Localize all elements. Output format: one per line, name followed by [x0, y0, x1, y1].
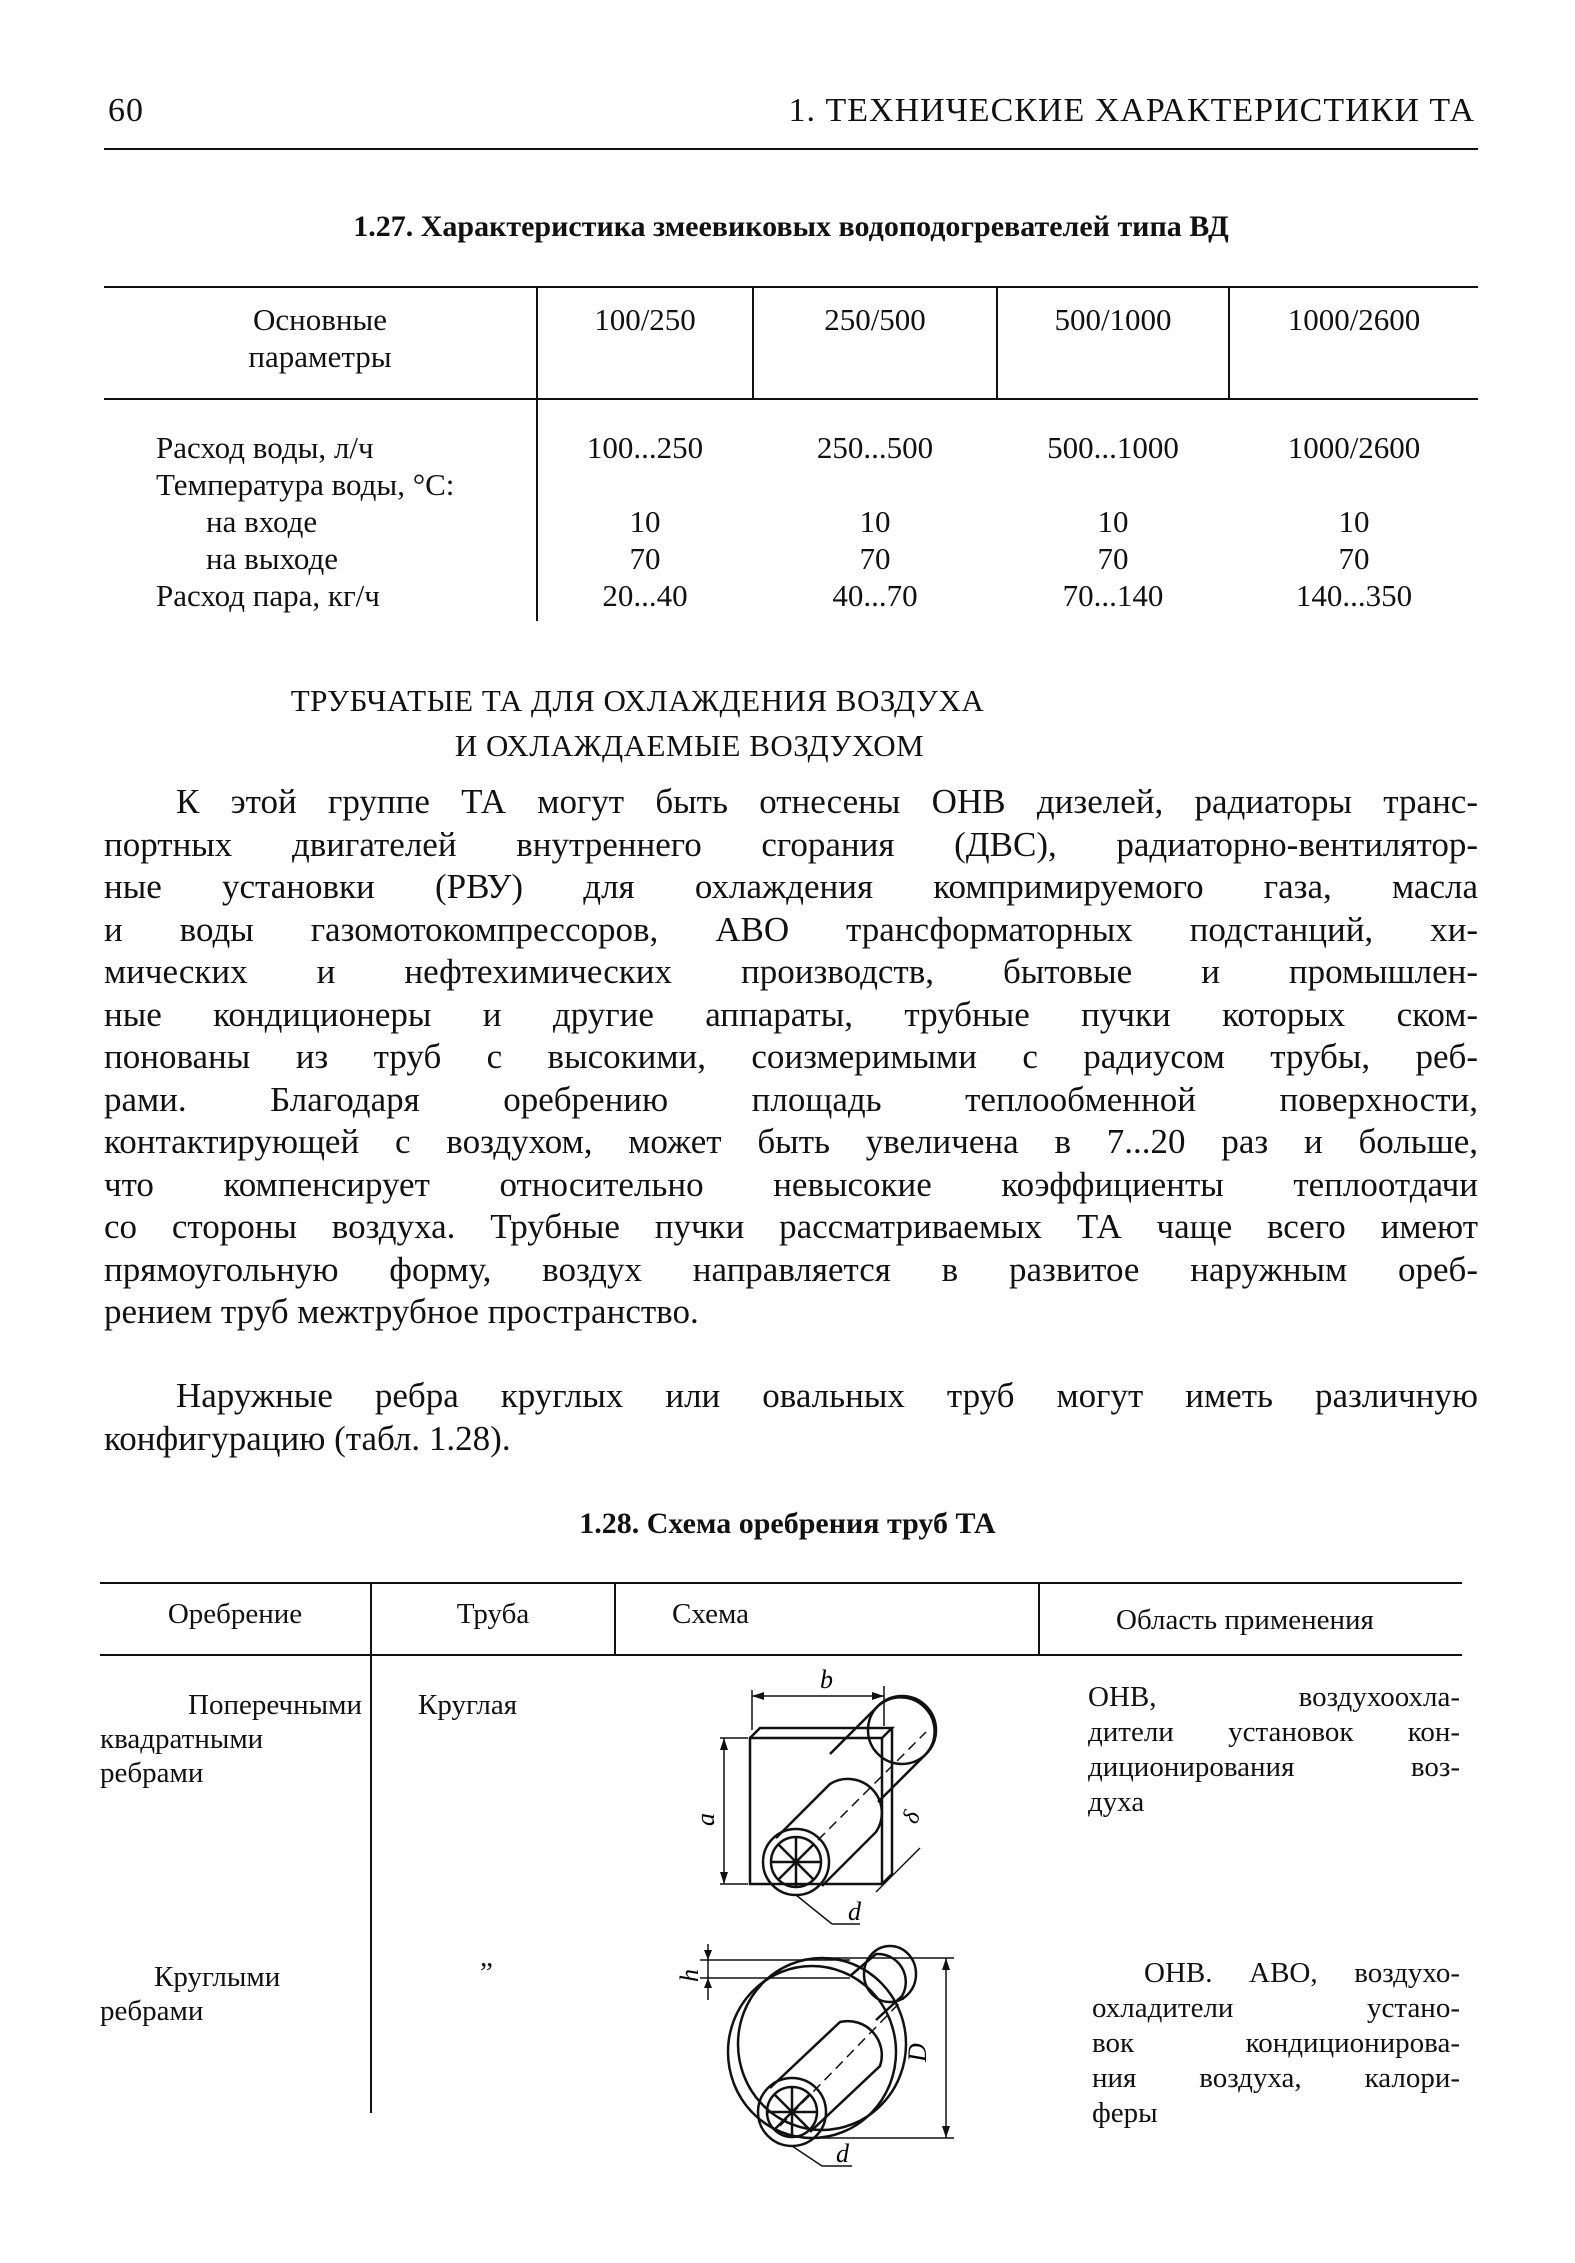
table-127-cell: 70: [1097, 541, 1129, 576]
table-128-tube: Круглая: [418, 1689, 518, 1721]
table-127-cell: 500...1000: [1047, 430, 1179, 465]
table-127-cell: 70...140: [1062, 578, 1164, 613]
text-line: рами. Благодаря оребрению площадь теплообменной поверхности,: [104, 1079, 1478, 1119]
text-line: Наружные ребра круглых или овальных труб могут иметь различную: [176, 1376, 1478, 1415]
table-128-caption: 1.28. Схема оребрения труб ТА: [579, 1507, 996, 1540]
text-line: что компенсирует относительно невысокие коэффициенты теплоотдачи: [104, 1164, 1478, 1204]
table-128-header-rule: [100, 1654, 1462, 1656]
table-127-cell: 10: [859, 504, 891, 539]
body-paragraph-2: [104, 1375, 1478, 1460]
running-title: 1. ТЕХНИЧЕСКИЕ ХАРАКТЕРИСТИКИ ТА: [788, 92, 1475, 129]
table-127-cell: 40...70: [832, 578, 918, 613]
text-line: рением труб межтрубное пространство.: [104, 1292, 699, 1331]
dimension-a-label: a: [691, 1813, 720, 1826]
text-line: со стороны воздуха. Трубные пучки рассматриваемых ТА чаще всего имеют: [104, 1207, 1478, 1246]
table-128-fin-type: Круглыми ребрами: [100, 1961, 281, 2027]
table-128-col-sep-3: [1038, 1583, 1040, 1655]
table-127-col-header: 500/1000: [1054, 302, 1172, 337]
table-127-header-param: Основные параметры: [248, 302, 392, 374]
text-line: понованы из труб с высокими, соизмеримыми с радиусом трубы, реб-: [104, 1037, 1478, 1076]
table-127-cell: 1000/2600: [1287, 430, 1421, 465]
table-127-cell: 100...250: [586, 430, 704, 465]
text-line: контактирующей с воздухом, может быть увеличена в 7...20 раз и больше,: [104, 1122, 1478, 1161]
table-128-fin-type: Поперечными квадратными ребрами: [100, 1689, 362, 1789]
table-128-application: ОНВ. АВО, воздухо- охладители устано- вок кондиционирова- ния воздуха, калори- феры: [1092, 1957, 1460, 2129]
table-128-header: Схема: [672, 1598, 750, 1630]
table-128-application: ОНВ, воздухоохла- дители установок кон- диционирования воз- духа: [1088, 1681, 1460, 1818]
table-127-cell: 10: [1338, 504, 1370, 539]
table-127-row-label: Расход воды, л/ч: [156, 430, 374, 465]
text-line: К этой группе ТА могут быть отнесены ОНВ дизелей, радиаторы транс-: [176, 782, 1478, 821]
table-127-row-label: на выходе: [206, 541, 339, 576]
body-paragraph-1: [104, 781, 1478, 1334]
table-128-col-sep-1: [370, 1583, 372, 2113]
table-127-cell: 20...40: [602, 578, 688, 613]
table-127-top-rule: [104, 286, 1478, 288]
dimension-delta-label: δ: [897, 1807, 927, 1827]
table-128-tube: ”: [480, 1957, 493, 1989]
table-127-cell: 140...350: [1295, 578, 1413, 613]
text-line: мических и нефтехимических производств, бытовые и промышлен-: [104, 952, 1478, 991]
table-127-col-header: 100/250: [594, 302, 696, 337]
dimension-b-label: b: [820, 1665, 833, 1694]
dimension-d-label: d: [848, 1897, 861, 1926]
header-rule: [104, 148, 1478, 150]
text-line: конфигурацию (табл. 1.28).: [104, 1418, 511, 1458]
dimension-D-label: D: [903, 2043, 932, 2062]
table-128-top-rule: [100, 1582, 1462, 1584]
section-title-line-1: ТРУБЧАТЫЕ ТА ДЛЯ ОХЛАЖДЕНИЯ ВОЗДУХА: [290, 683, 985, 718]
table-128-col-sep-2: [614, 1583, 616, 1655]
text-line: ные кондиционеры и другие аппараты, трубные пучки которых ском-: [104, 994, 1478, 1034]
text-line: и воды газомотокомпрессоров, АВО трансформаторных подстанций, хи-: [104, 909, 1478, 949]
table-128-header: Оребрение: [167, 1598, 303, 1630]
table-127-cell: 10: [1097, 504, 1129, 539]
text-line: портных двигателей внутреннего сгорания (ДВС), радиаторно-вентилятор-: [104, 824, 1478, 864]
table-128-header: Область применения: [1116, 1604, 1374, 1636]
table-128-header: Труба: [456, 1598, 530, 1630]
table-127-row-label: на входе: [206, 504, 318, 539]
table-127-caption: 1.27. Характеристика змеевиковых водоподогревателей типа ВД: [353, 210, 1229, 243]
square-fin-scheme-diagram: [680, 1662, 980, 1952]
table-127-col-header: 250/500: [824, 302, 926, 337]
table-127-cell: 70: [859, 541, 891, 576]
table-127-col-header: 1000/2600: [1287, 302, 1421, 337]
table-127-cell: 250...500: [816, 430, 934, 465]
dimension-d-label: d: [836, 2139, 849, 2168]
table-127-cell: 10: [629, 504, 661, 539]
text-line: прямоугольную форму, воздух направляется в развитое наружным ореб-: [104, 1249, 1478, 1289]
section-title-line-2: И ОХЛАЖДАЕМЫЕ ВОЗДУХОМ: [454, 728, 925, 763]
table-127-row-label: Температура воды, °С:: [156, 467, 455, 502]
table-127-row-label: Расход пара, кг/ч: [156, 578, 380, 613]
dimension-h-label: h: [675, 1969, 704, 1982]
text-line: ные установки (РВУ) для охлаждения компримируемого газа, масла: [104, 867, 1478, 906]
table-127-header-rule: [104, 398, 1478, 400]
table-127-cell: 70: [1338, 541, 1370, 576]
round-fin-scheme-diagram: [675, 1930, 980, 2170]
table-127-cell: 70: [629, 541, 661, 576]
page-number: 60: [108, 92, 144, 129]
